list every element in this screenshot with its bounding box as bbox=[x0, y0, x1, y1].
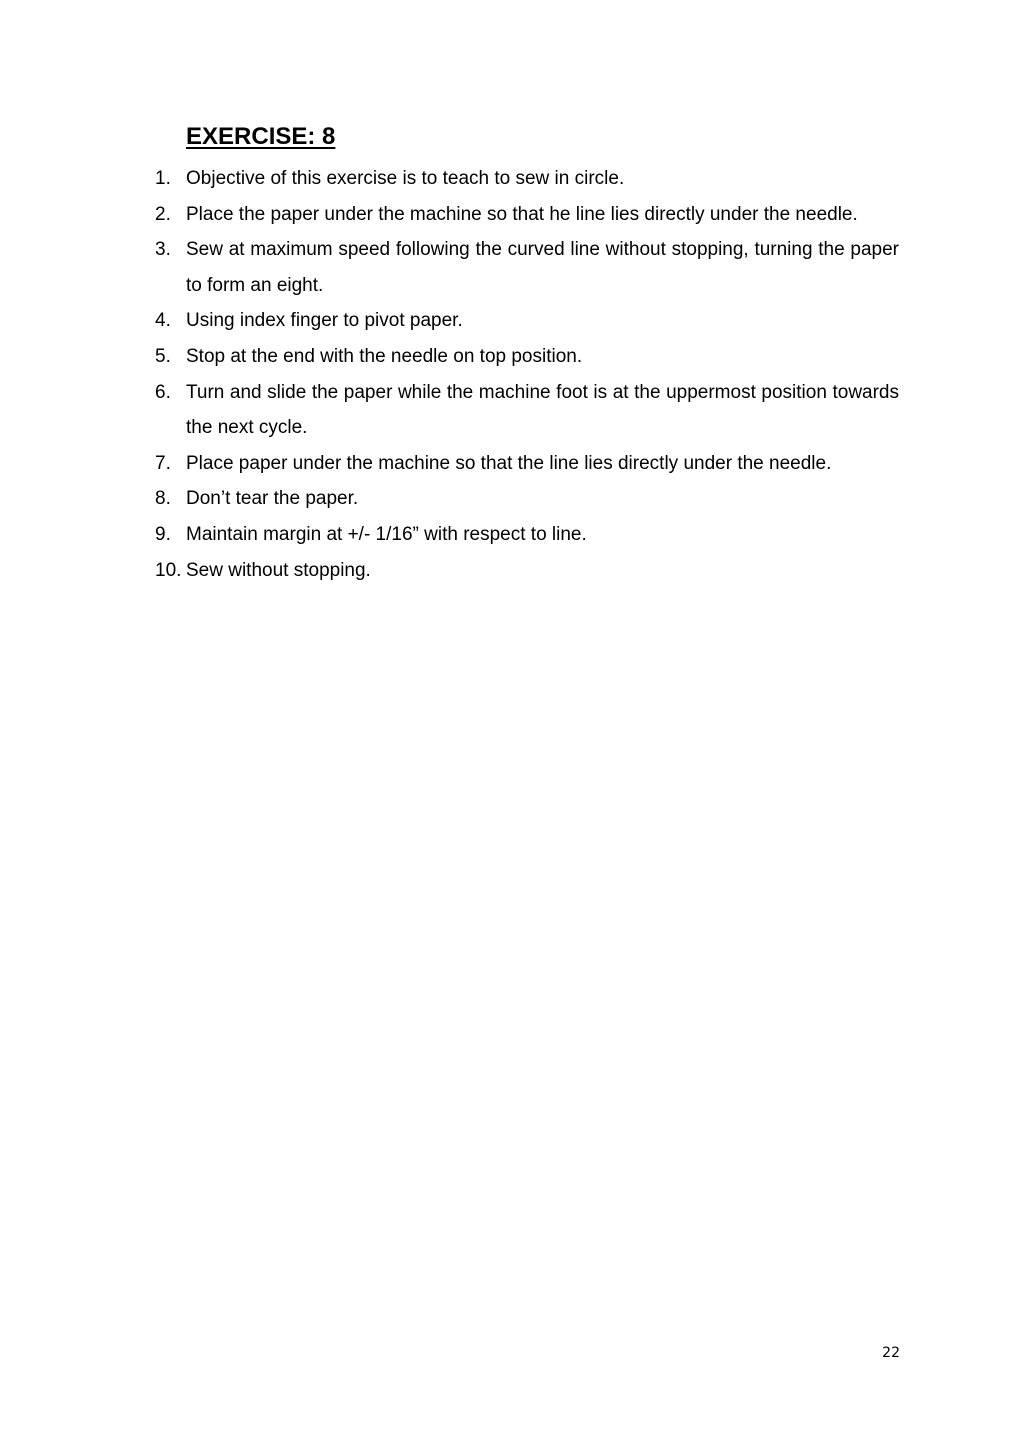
step-number: 10. bbox=[155, 559, 182, 581]
step-number: 4. bbox=[155, 310, 171, 332]
list-item bbox=[0, 339, 1024, 375]
step-text: Place the paper under the machine so that he line lies directly under the needle. bbox=[186, 203, 858, 225]
step-text: Sew without stopping. bbox=[186, 559, 371, 581]
step-text: Turn and slide the paper while the machine foot is at the uppermost position towards the next cycle. bbox=[186, 381, 899, 439]
step-number: 6. bbox=[155, 381, 171, 403]
list-item bbox=[0, 303, 1024, 339]
list-item bbox=[0, 517, 1024, 553]
step-number: 9. bbox=[155, 523, 171, 545]
step-number: 1. bbox=[155, 168, 171, 189]
step-text: Using index finger to pivot paper. bbox=[186, 310, 463, 332]
exercise-heading: EXERCISE: 8 bbox=[186, 123, 336, 150]
step-number: 7. bbox=[155, 452, 171, 474]
step-text: Objective of this exercise is to teach to sew in circle. bbox=[186, 168, 625, 189]
list-item bbox=[0, 197, 1024, 233]
step-text: Sew at maximum speed following the curved line without stopping, turning the paper to form an eight. bbox=[186, 239, 899, 296]
step-number: 3. bbox=[155, 239, 171, 261]
list-item bbox=[0, 232, 1024, 303]
list-item bbox=[0, 161, 1024, 197]
step-number: 2. bbox=[155, 203, 171, 225]
step-number: 5. bbox=[155, 345, 171, 367]
step-text: Don’t tear the paper. bbox=[186, 488, 359, 510]
list-item bbox=[0, 481, 1024, 517]
list-item bbox=[0, 446, 1024, 482]
step-text: Maintain margin at +/- 1/16” with respect to line. bbox=[186, 523, 587, 545]
steps-list bbox=[0, 161, 1024, 588]
step-text: Stop at the end with the needle on top position. bbox=[186, 345, 583, 367]
step-number: 8. bbox=[155, 488, 171, 510]
list-item bbox=[0, 375, 1024, 446]
list-item bbox=[0, 553, 1024, 589]
step-text: Place paper under the machine so that the line lies directly under the needle. bbox=[186, 452, 832, 474]
page-number: 22 bbox=[882, 1345, 900, 1361]
